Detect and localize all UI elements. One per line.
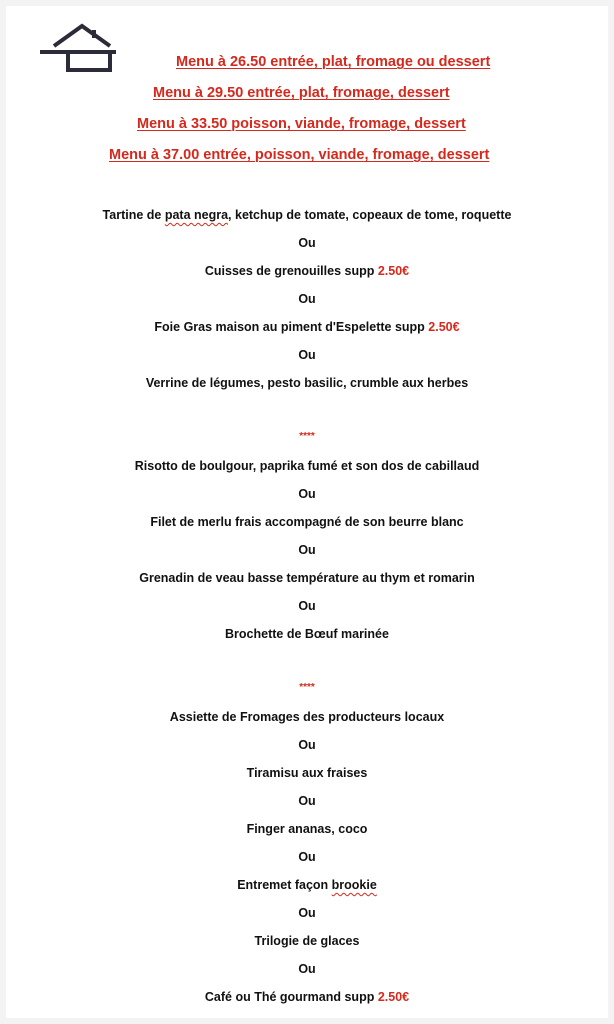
or-label: Ou — [298, 738, 316, 752]
or-label: Ou — [298, 962, 316, 976]
entree-item-4: Verrine de légumes, pesto basilic, crumble aux herbes — [145, 376, 469, 390]
menu-option-1: Menu à 26.50 entrée, plat, fromage ou dessert — [176, 54, 491, 70]
spellcheck-underline: brookie — [331, 878, 377, 892]
menu-option-4: Menu à 37.00 entrée, poisson, viande, fromage, dessert — [109, 147, 490, 163]
plat-item-2: Filet de merlu frais accompagné de son beurre blanc — [150, 515, 464, 529]
dessert-item-3: Finger ananas, coco — [246, 822, 368, 836]
section-separator: **** — [299, 431, 315, 442]
or-label: Ou — [298, 348, 316, 362]
dessert-item-4: Entremet façon brookie — [237, 878, 377, 892]
entree-item-1: Tartine de pata negra, ketchup de tomate, copeaux de tome, roquette — [102, 208, 512, 222]
dessert-item-5: Trilogie de glaces — [254, 934, 360, 948]
menu-option-2: Menu à 29.50 entrée, plat, fromage, dessert — [153, 85, 450, 101]
section-separator: **** — [299, 682, 315, 693]
or-label: Ou — [298, 794, 316, 808]
plat-item-1: Risotto de boulgour, paprika fumé et son dos de cabillaud — [134, 459, 480, 473]
plat-item-4: Brochette de Bœuf marinée — [225, 627, 389, 641]
entree-item-2: Cuisses de grenouilles supp 2.50€ — [204, 264, 410, 278]
entree-item-3: Foie Gras maison au piment d'Espelette supp 2.50€ — [154, 320, 460, 334]
spellcheck-underline: pata negra — [164, 208, 229, 222]
or-label: Ou — [298, 599, 316, 613]
house-icon — [40, 22, 118, 76]
or-label: Ou — [298, 543, 316, 557]
dessert-item-1: Assiette de Fromages des producteurs locaux — [169, 710, 445, 724]
supplement-price: 2.50€ — [428, 320, 460, 334]
or-label: Ou — [298, 850, 316, 864]
plat-item-3: Grenadin de veau basse température au thym et romarin — [139, 571, 475, 585]
supplement-price: 2.50€ — [377, 990, 410, 1004]
supplement-price: 2.50€ — [377, 264, 410, 278]
dessert-item-2: Tiramisu aux fraises — [246, 766, 368, 780]
or-label: Ou — [298, 236, 316, 250]
menu-option-3: Menu à 33.50 poisson, viande, fromage, dessert — [137, 116, 466, 132]
or-label: Ou — [298, 292, 316, 306]
dessert-item-6: Café ou Thé gourmand supp 2.50€ — [204, 990, 410, 1004]
menu-page — [6, 6, 608, 1018]
or-label: Ou — [298, 487, 316, 501]
or-label: Ou — [298, 906, 316, 920]
